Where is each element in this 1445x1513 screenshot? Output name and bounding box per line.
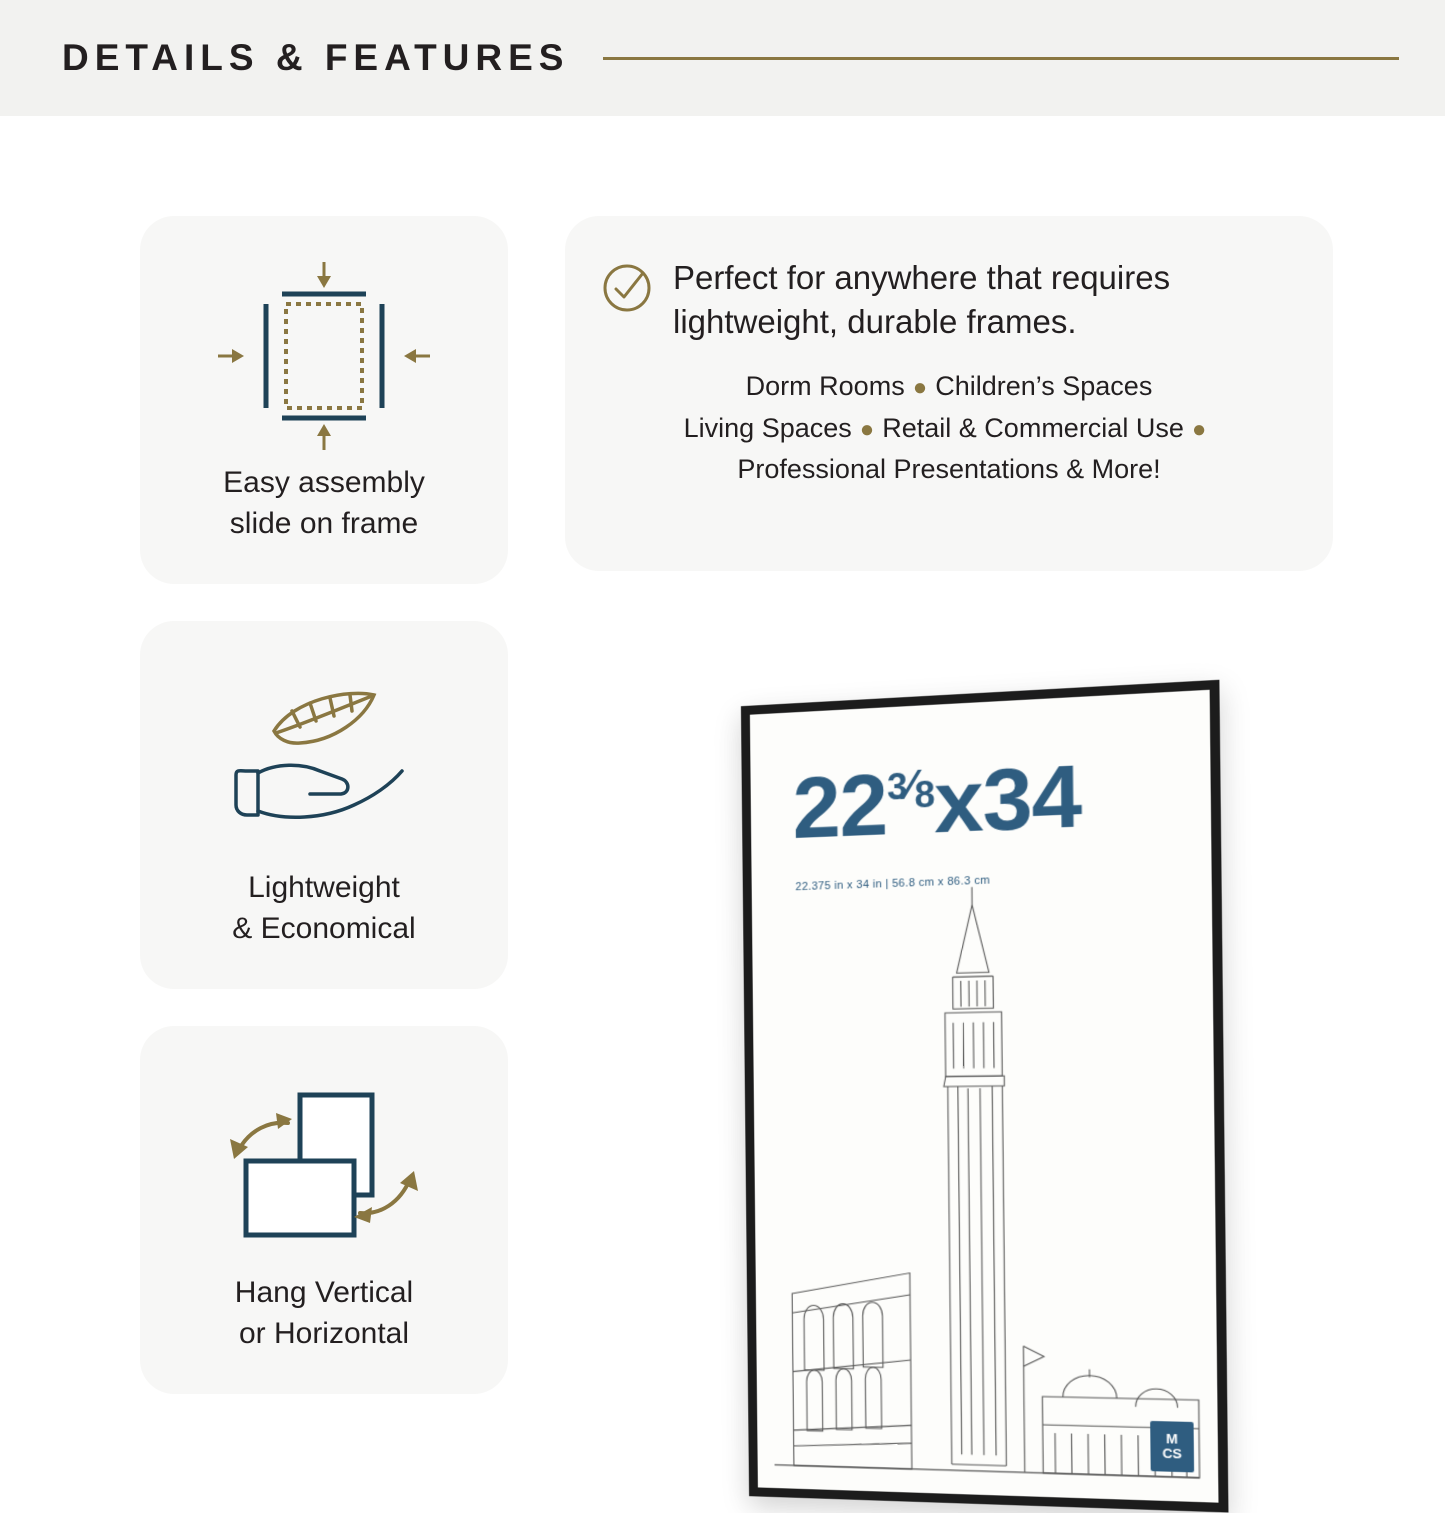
- slide-on-frame-icon: [204, 256, 444, 456]
- callout-use-list: [599, 366, 1299, 492]
- size-second-dimension: x34: [933, 746, 1082, 852]
- feature-card-lightweight: [140, 621, 508, 989]
- feature-label-orientation: [235, 1272, 413, 1355]
- campanile-artwork: [752, 868, 1219, 1502]
- separator-dot-icon: ●: [912, 374, 928, 402]
- mcs-logo: [1150, 1421, 1194, 1473]
- size-fraction-slash: ⁄: [907, 763, 914, 809]
- size-fraction: [887, 764, 934, 815]
- feature-label-lightweight: [232, 867, 415, 950]
- feature-label-lightweight-line2: & Economical: [232, 912, 416, 945]
- feature-label-assembly-line1: Easy assembly: [223, 465, 425, 499]
- feature-card-orientation: [140, 1026, 508, 1394]
- feature-label-lightweight-line1: Lightweight: [248, 870, 400, 904]
- separator-dot-icon: ●: [859, 415, 875, 443]
- page-title: DETAILS & FEATURES: [62, 37, 570, 78]
- callout-title-line2: lightweight, durable frames.: [673, 302, 1077, 340]
- size-whole: 22: [792, 756, 888, 858]
- size-fraction-denominator: 8: [914, 773, 935, 817]
- size-fraction-numerator: 3: [886, 765, 907, 809]
- mcs-logo-line2: CS: [1162, 1445, 1183, 1462]
- poster-size-detail: 22.375 in x 34 in | 56.8 cm x 86.3 cm: [795, 874, 991, 894]
- callout-title: [673, 256, 1170, 344]
- page-header: [0, 0, 1445, 116]
- mcs-logo-line1: M: [1166, 1431, 1178, 1448]
- separator-dot-icon: ●: [1191, 415, 1207, 443]
- features-content: [0, 116, 1445, 1462]
- feature-card-assembly: [140, 216, 508, 584]
- callout-card: [565, 216, 1333, 571]
- feature-label-assembly-line2: slide on frame: [229, 507, 419, 540]
- poster-size-text: [792, 746, 1082, 858]
- callout-use-row-2: [605, 408, 1293, 450]
- callout-use-row-3: [605, 449, 1293, 491]
- frame-border: [741, 680, 1229, 1513]
- product-frame-photo: [745, 706, 1205, 1496]
- check-circle-icon: [599, 260, 655, 321]
- use-item-dorm-rooms: Dorm Rooms: [745, 370, 905, 401]
- hand-with-feather-icon: [214, 661, 434, 861]
- frame-poster: [750, 690, 1219, 1503]
- use-item-professional-presentations: Professional Presentations & More!: [737, 454, 1161, 485]
- use-item-living-spaces: Living Spaces: [683, 412, 852, 443]
- header-divider: [603, 57, 1399, 60]
- feature-label-orientation-line1: Hang Vertical: [234, 1275, 414, 1309]
- callout-heading: [599, 256, 1299, 344]
- use-item-childrens-spaces: Children’s Spaces: [935, 370, 1153, 401]
- use-item-retail-commercial: Retail & Commercial Use: [882, 412, 1184, 443]
- feature-label-orientation-line2: or Horizontal: [238, 1317, 410, 1350]
- feature-label-assembly: [223, 462, 425, 545]
- rotate-frames-icon: [204, 1066, 444, 1266]
- callout-use-row-1: [605, 366, 1293, 408]
- callout-title-line1: Perfect for anywhere that requires: [673, 259, 1171, 296]
